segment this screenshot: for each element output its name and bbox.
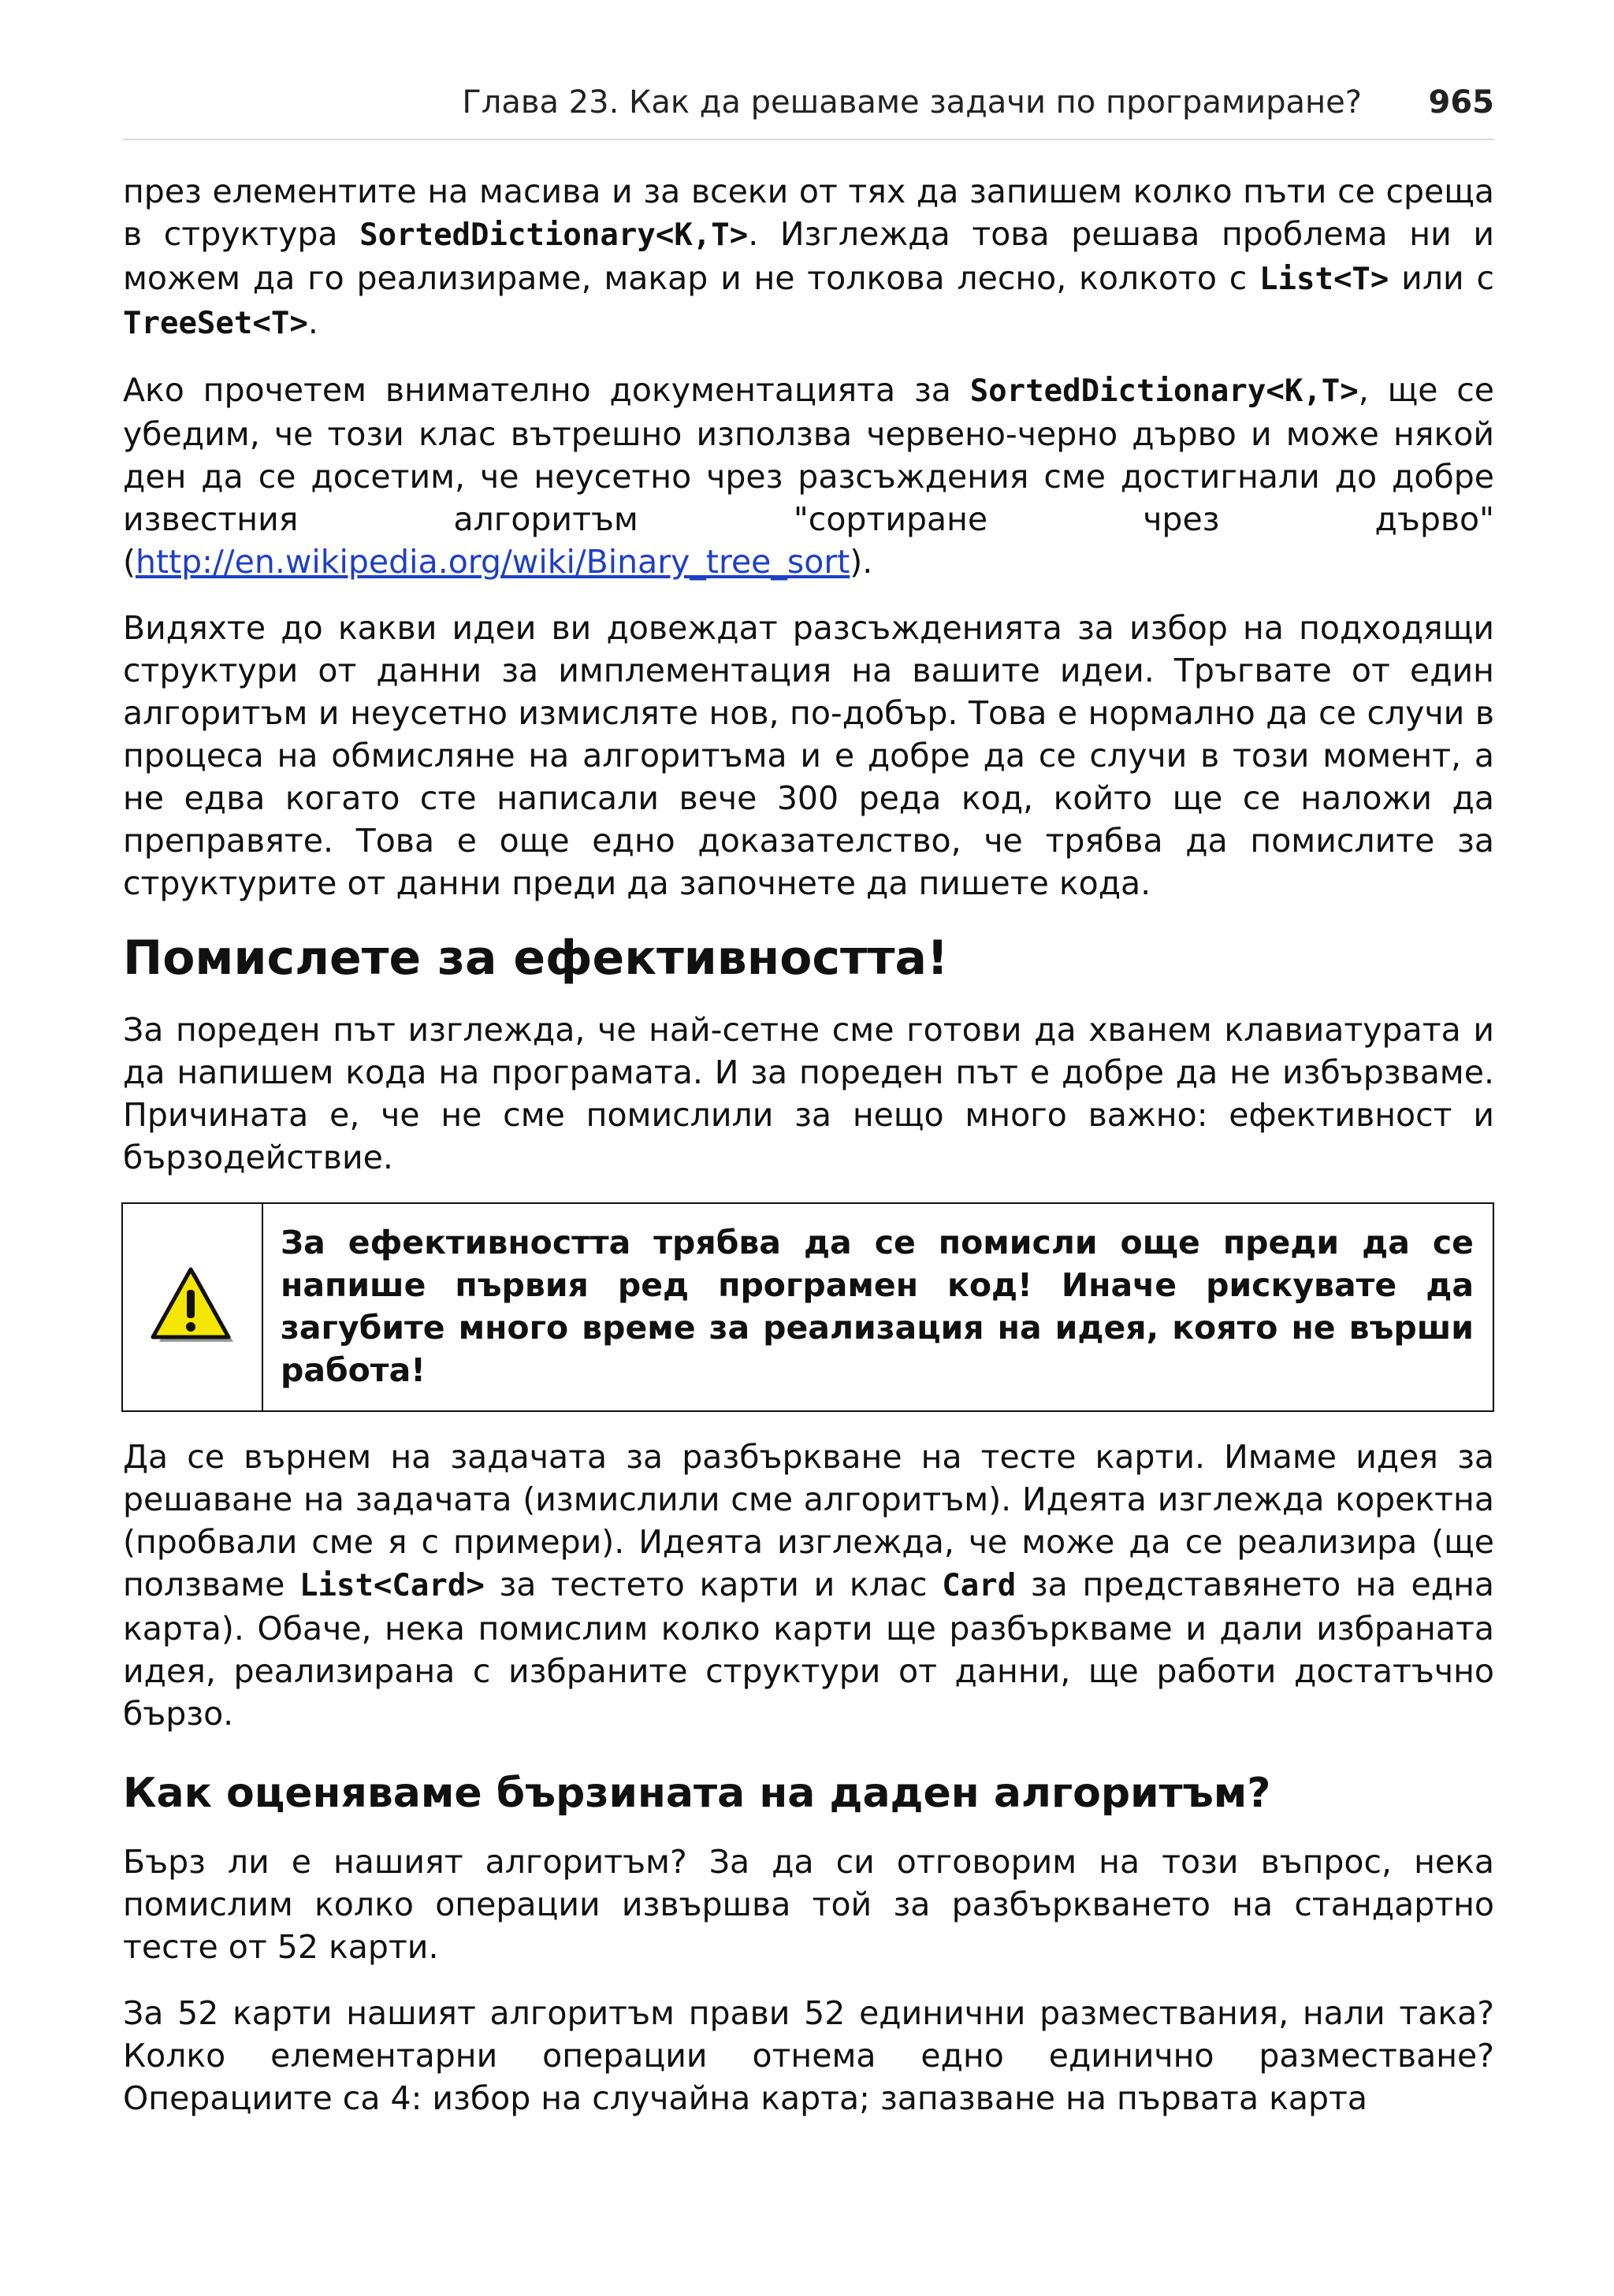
paragraph: Видяхте до какви идеи ви довеждат разсъжденията за избор на подходящи структури от данни за имплементация на вашите идеи. Тръгвате от един алгоритъм и неусетно измисляте нов, по-добър. Това е нормално да се случи в процеса на обмисляне на алгоритъма и е добре да се случи в този момент, а не едва когато сте написали вече 300 реда код, който ще се наложи да преправяте. Това е още едно доказателство, че трябва да помислите за структурите от данни преди да започнете да пишете кода. — [123, 609, 1494, 902]
running-header — [123, 82, 1494, 140]
inline-code: Card — [942, 1568, 1017, 1603]
text-run: Да се върнем на задачата за разбъркване на тесте карти. Имаме идея за решаване на задачата (измислили сме алгоритъм). Идеята изглежда коректна (пробвали сме я с примери). Идеята изглежда, че може да се реализира (ще ползваме — [123, 1438, 1494, 1603]
page-body — [123, 170, 1494, 2143]
text-run: за тестето карти и клас — [484, 1566, 943, 1603]
wikipedia-link[interactable]: http://en.wikipedia.org/wiki/Binary_tree_sort — [136, 543, 850, 581]
text-run: Ако прочетем внимателно документацията за — [123, 371, 970, 409]
text-run: . — [307, 303, 318, 341]
text-run: или с — [1389, 259, 1494, 297]
text-run: , ще се убедим, че този клас вътрешно използва червено-черно дърво и може някой ден да се досетим, че неусетно чрез разсъждения сме достигнали до добре известния алгоритъм "сортиране чрез дърво" ( — [123, 371, 1494, 581]
warning-icon-cell — [123, 1204, 263, 1410]
paragraph: За пореден път изглежда, че най-сетне сме готови да хванем клавиатурата и да напишем кода на програмата. И за пореден път е добре да не избързваме. Причината е, че не сме помислили за нещо много важно: ефективност и бързодействие. — [123, 1011, 1494, 1176]
inline-code: TreeSet<T> — [123, 306, 308, 341]
text-run: . Изглежда това решава проблема ни и можем да го реализираме, макар и не толкова лесно, колкото с — [123, 215, 1494, 297]
warning-text-cell — [263, 1204, 1493, 1410]
inline-code: SortedDictionary<K,T> — [969, 373, 1359, 409]
text-run: за представянето на една карта). Обаче, нека помислим колко карти ще разбъркваме и дали избраната идея, реализирана с избраните структури от данни, ще работи достатъчно бързо. — [123, 1566, 1494, 1733]
inline-code: List<T> — [1259, 262, 1389, 297]
paragraph — [123, 1436, 1494, 1735]
paragraph: Бърз ли е нашият алгоритъм? За да си отговорим на този въпрос, нека помислим колко операции извършва той за разбъркването на стандартно тесте от 52 карти. — [123, 1843, 1494, 1966]
warning-text: За ефективността трябва да се помисли още преди да се напише първия ред програмен код! Иначе рискувате да загубите много време за реализация на идея, която не върши работа! — [281, 1224, 1474, 1389]
inline-code: List<Card> — [299, 1568, 485, 1603]
chapter-title: Глава 23. Как да решаваме задачи по програмиране? — [462, 84, 1362, 121]
section-heading: Помислете за ефективността! — [123, 931, 949, 986]
inline-code: SortedDictionary<K,T> — [359, 217, 749, 253]
warning-icon — [148, 1266, 236, 1348]
paragraph — [123, 170, 1494, 345]
warning-box — [121, 1202, 1494, 1412]
text-run: ). — [850, 543, 873, 581]
page-number: 965 — [1428, 84, 1494, 121]
paragraph — [123, 369, 1494, 583]
paragraph: За 52 карти нашият алгоритъм прави 52 единични размествания, нали така? Колко елементарни операции отнема едно единично разместване? Операциите са 4: избор на случайна карта; запазване на първата карта — [123, 1994, 1494, 2117]
text-run: през елементите на масива и за всеки от тях да запишем колко пъти се среща в структура — [123, 173, 1494, 253]
subsection-heading: Как оценяваме бързината на даден алгоритъм? — [123, 1770, 1271, 1817]
